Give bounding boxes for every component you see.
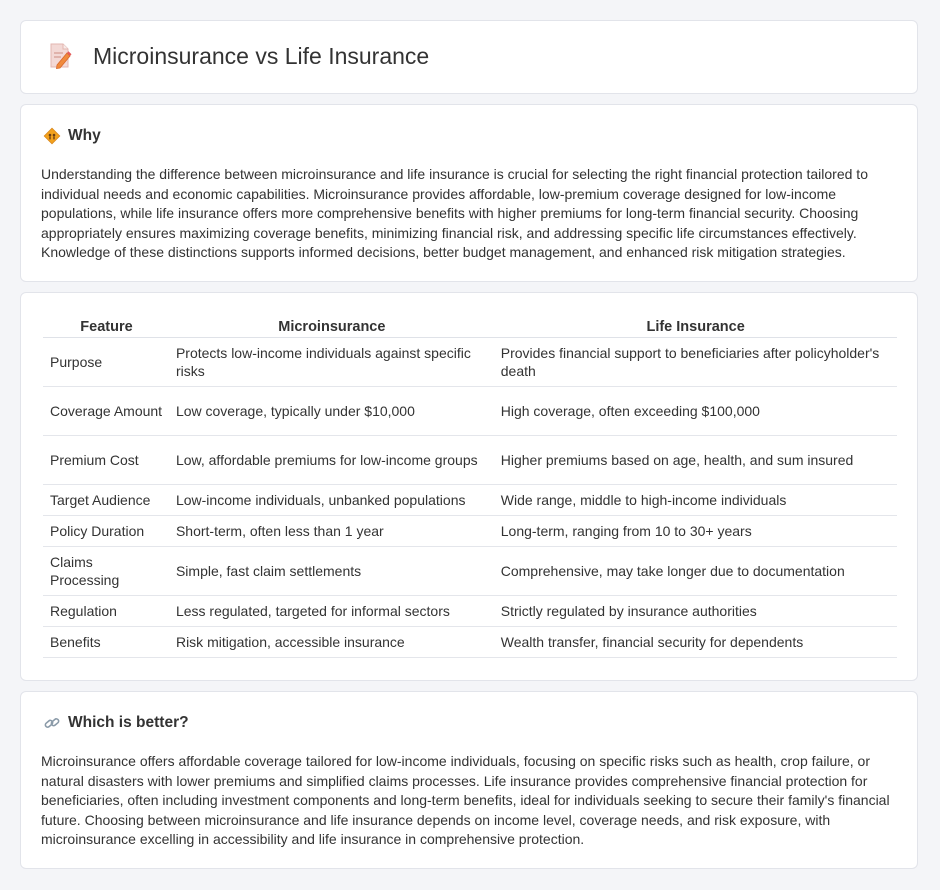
table-header-row [44, 317, 898, 338]
row-microinsurance: Less regulated, targeted for informal sectors [169, 596, 494, 627]
row-feature: Premium Cost [44, 436, 170, 485]
table-row [44, 338, 898, 387]
row-microinsurance: Protects low-income individuals against specific risks [169, 338, 494, 387]
row-feature: Benefits [44, 627, 170, 658]
row-microinsurance: Low coverage, typically under $10,000 [169, 387, 494, 436]
which-is-better-section [20, 691, 918, 869]
table-row [44, 485, 898, 516]
table-row [44, 596, 898, 627]
row-microinsurance: Low-income individuals, unbanked populations [169, 485, 494, 516]
header-microinsurance: Microinsurance [169, 317, 494, 338]
row-life-insurance: Provides financial support to beneficiaries after policyholder's death [494, 338, 897, 387]
link-icon [43, 714, 61, 732]
title-card [20, 20, 918, 94]
row-life-insurance: Higher premiums based on age, health, and sum insured [494, 436, 897, 485]
table-row [44, 436, 898, 485]
row-feature: Claims Processing [44, 547, 170, 596]
header-life-insurance: Life Insurance [494, 317, 897, 338]
header-feature: Feature [44, 317, 170, 338]
row-life-insurance: Wide range, middle to high-income individuals [494, 485, 897, 516]
row-feature: Regulation [44, 596, 170, 627]
row-life-insurance: Strictly regulated by insurance authorities [494, 596, 897, 627]
row-feature: Target Audience [44, 485, 170, 516]
page-title: Microinsurance vs Life Insurance [93, 42, 430, 69]
row-life-insurance: Long-term, ranging from 10 to 30+ years [494, 516, 897, 547]
comparison-table [43, 317, 897, 658]
row-life-insurance: Comprehensive, may take longer due to documentation [494, 547, 897, 596]
road-sign-icon [43, 127, 61, 145]
row-feature: Policy Duration [44, 516, 170, 547]
better-text: Microinsurance offers affordable coverage tailored for low-income individuals, focusing on specific risks such as health, crop failure, or natural disasters with lower premiums and simplified claims processes. Life insurance provides comprehensive financial protection for beneficiaries, often including investment components and long-term benefits, ideal for individuals seeking to secure their family's financial future. Choosing between microinsurance and life insurance depends on income level, coverage needs, and risk exposure, with microinsurance excelling in accessibility and life insurance in comprehensive protection. [41, 753, 890, 847]
row-life-insurance: Wealth transfer, financial security for dependents [494, 627, 897, 658]
row-microinsurance: Risk mitigation, accessible insurance [169, 627, 494, 658]
row-microinsurance: Simple, fast claim settlements [169, 547, 494, 596]
table-row [44, 387, 898, 436]
row-feature: Coverage Amount [44, 387, 170, 436]
why-text: Understanding the difference between microinsurance and life insurance is crucial for selecting the right financial protection tailored to individual needs and economic capabilities. Microinsurance provides affordable, low-premium coverage designed for low-income populations, while life insurance offers more comprehensive benefits with higher premiums for long-term financial security. Choosing appropriately ensures maximizing coverage benefits, minimizing financial risk, and addressing specific life circumstances effectively. Knowledge of these distinctions supports informed decisions, better budget management, and enhanced risk mitigation strategies. [41, 166, 868, 260]
table-row [44, 627, 898, 658]
row-microinsurance: Short-term, often less than 1 year [169, 516, 494, 547]
better-title: Which is better? [68, 714, 189, 731]
comparison-section [20, 292, 918, 681]
row-life-insurance: High coverage, often exceeding $100,000 [494, 387, 897, 436]
table-row [44, 516, 898, 547]
row-feature: Purpose [44, 338, 170, 387]
pencil-document-icon [47, 41, 73, 71]
table-row [44, 547, 898, 596]
why-section [20, 104, 918, 282]
row-microinsurance: Low, affordable premiums for low-income groups [169, 436, 494, 485]
why-title: Why [68, 127, 101, 144]
